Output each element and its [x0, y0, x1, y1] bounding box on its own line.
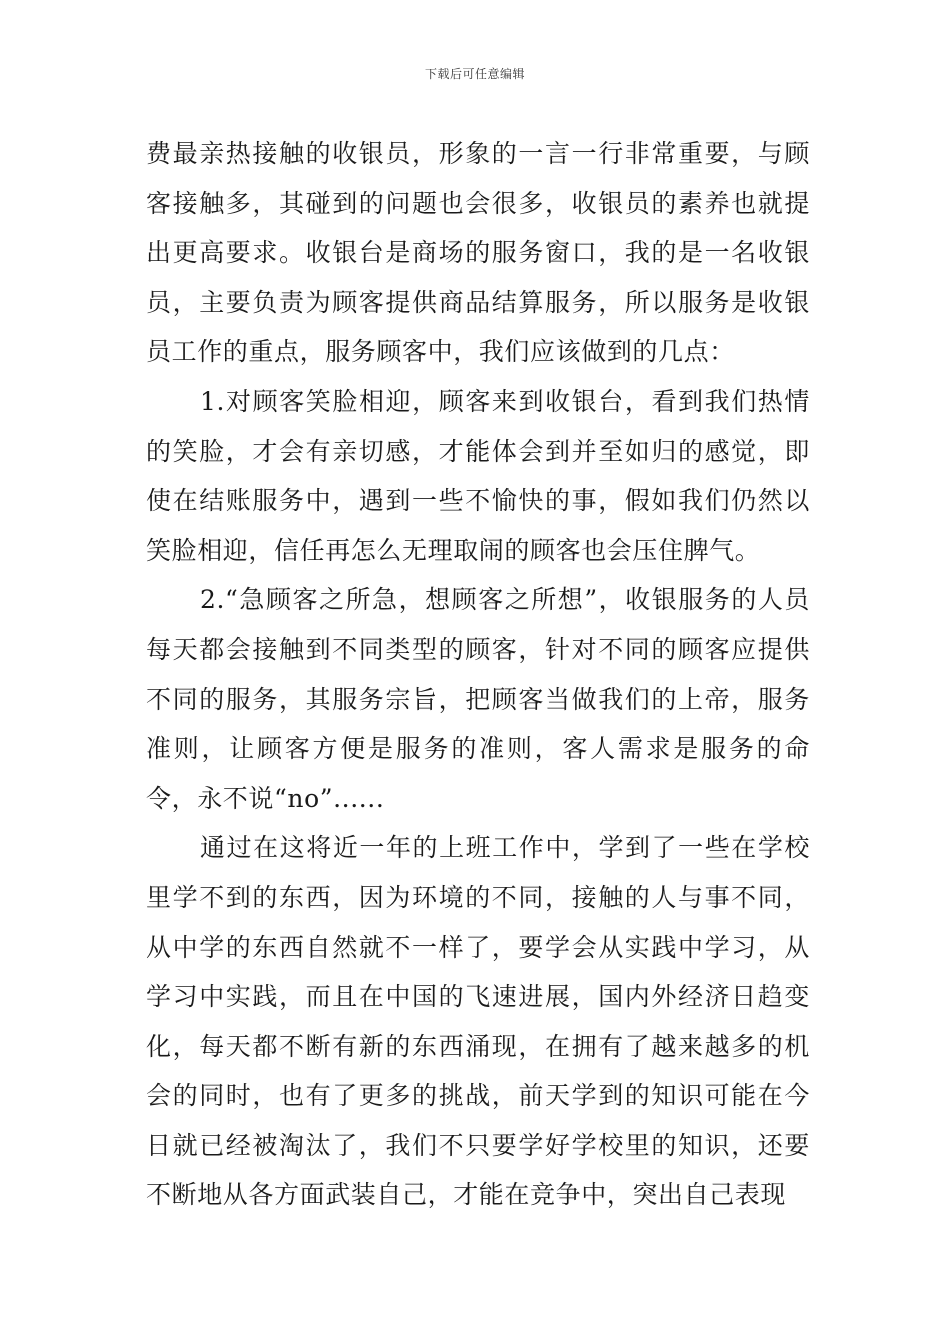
document-body — [146, 129, 810, 1220]
page-header-note: 下载后可任意编辑 — [424, 67, 525, 81]
paragraph-reflection: 通过在这将近一年的上班工作中，学到了一些在学校里学不到的东西，因为环境的不同，接触的人与事不同，从中学的东西自然就不一样了，要学会从实践中学习，从学习中实践，而且在中国的飞速进展，国内外经济日趋变化，每天都不断有新的东西涌现，在拥有了越来越多的机会的同时，也有了更多的挑战，前天学到的知识可能在今日就已经被淘汰了，我们不只要学好学校里的知识，还要不断地从各方面武装自己，才能在竞争中，突出自己表现 — [146, 833, 810, 1210]
paragraph-item-2: 2.“急顾客之所急，想顾客之所想”，收银服务的人员每天都会接触到不同类型的顾客，针对不同的顾客应提供不同的服务，其服务宗旨，把顾客当做我们的上帝，服务准则，让顾客方便是服务的准则，客人需求是服务的命令，永不说“no”...... — [146, 585, 810, 813]
paragraph-item-1: 1.对顾客笑脸相迎，顾客来到收银台，看到我们热情的笑脸，才会有亲切感，才能体会到并至如归的感觉，即使在结账服务中，遇到一些不愉快的事，假如我们仍然以笑脸相迎，信任再怎么无理取闹的顾客也会压住脾气。 — [146, 386, 810, 565]
paragraph-continuation: 费最亲热接触的收银员，形象的一言一行非常重要，与顾客接触多，其碰到的问题也会很多，收银员的素养也就提出更高要求。收银台是商场的服务窗口，我的是一名收银员，主要负责为顾客提供商品结算服务，所以服务是收银员工作的重点，服务顾客中，我们应该做到的几点： — [146, 139, 810, 367]
